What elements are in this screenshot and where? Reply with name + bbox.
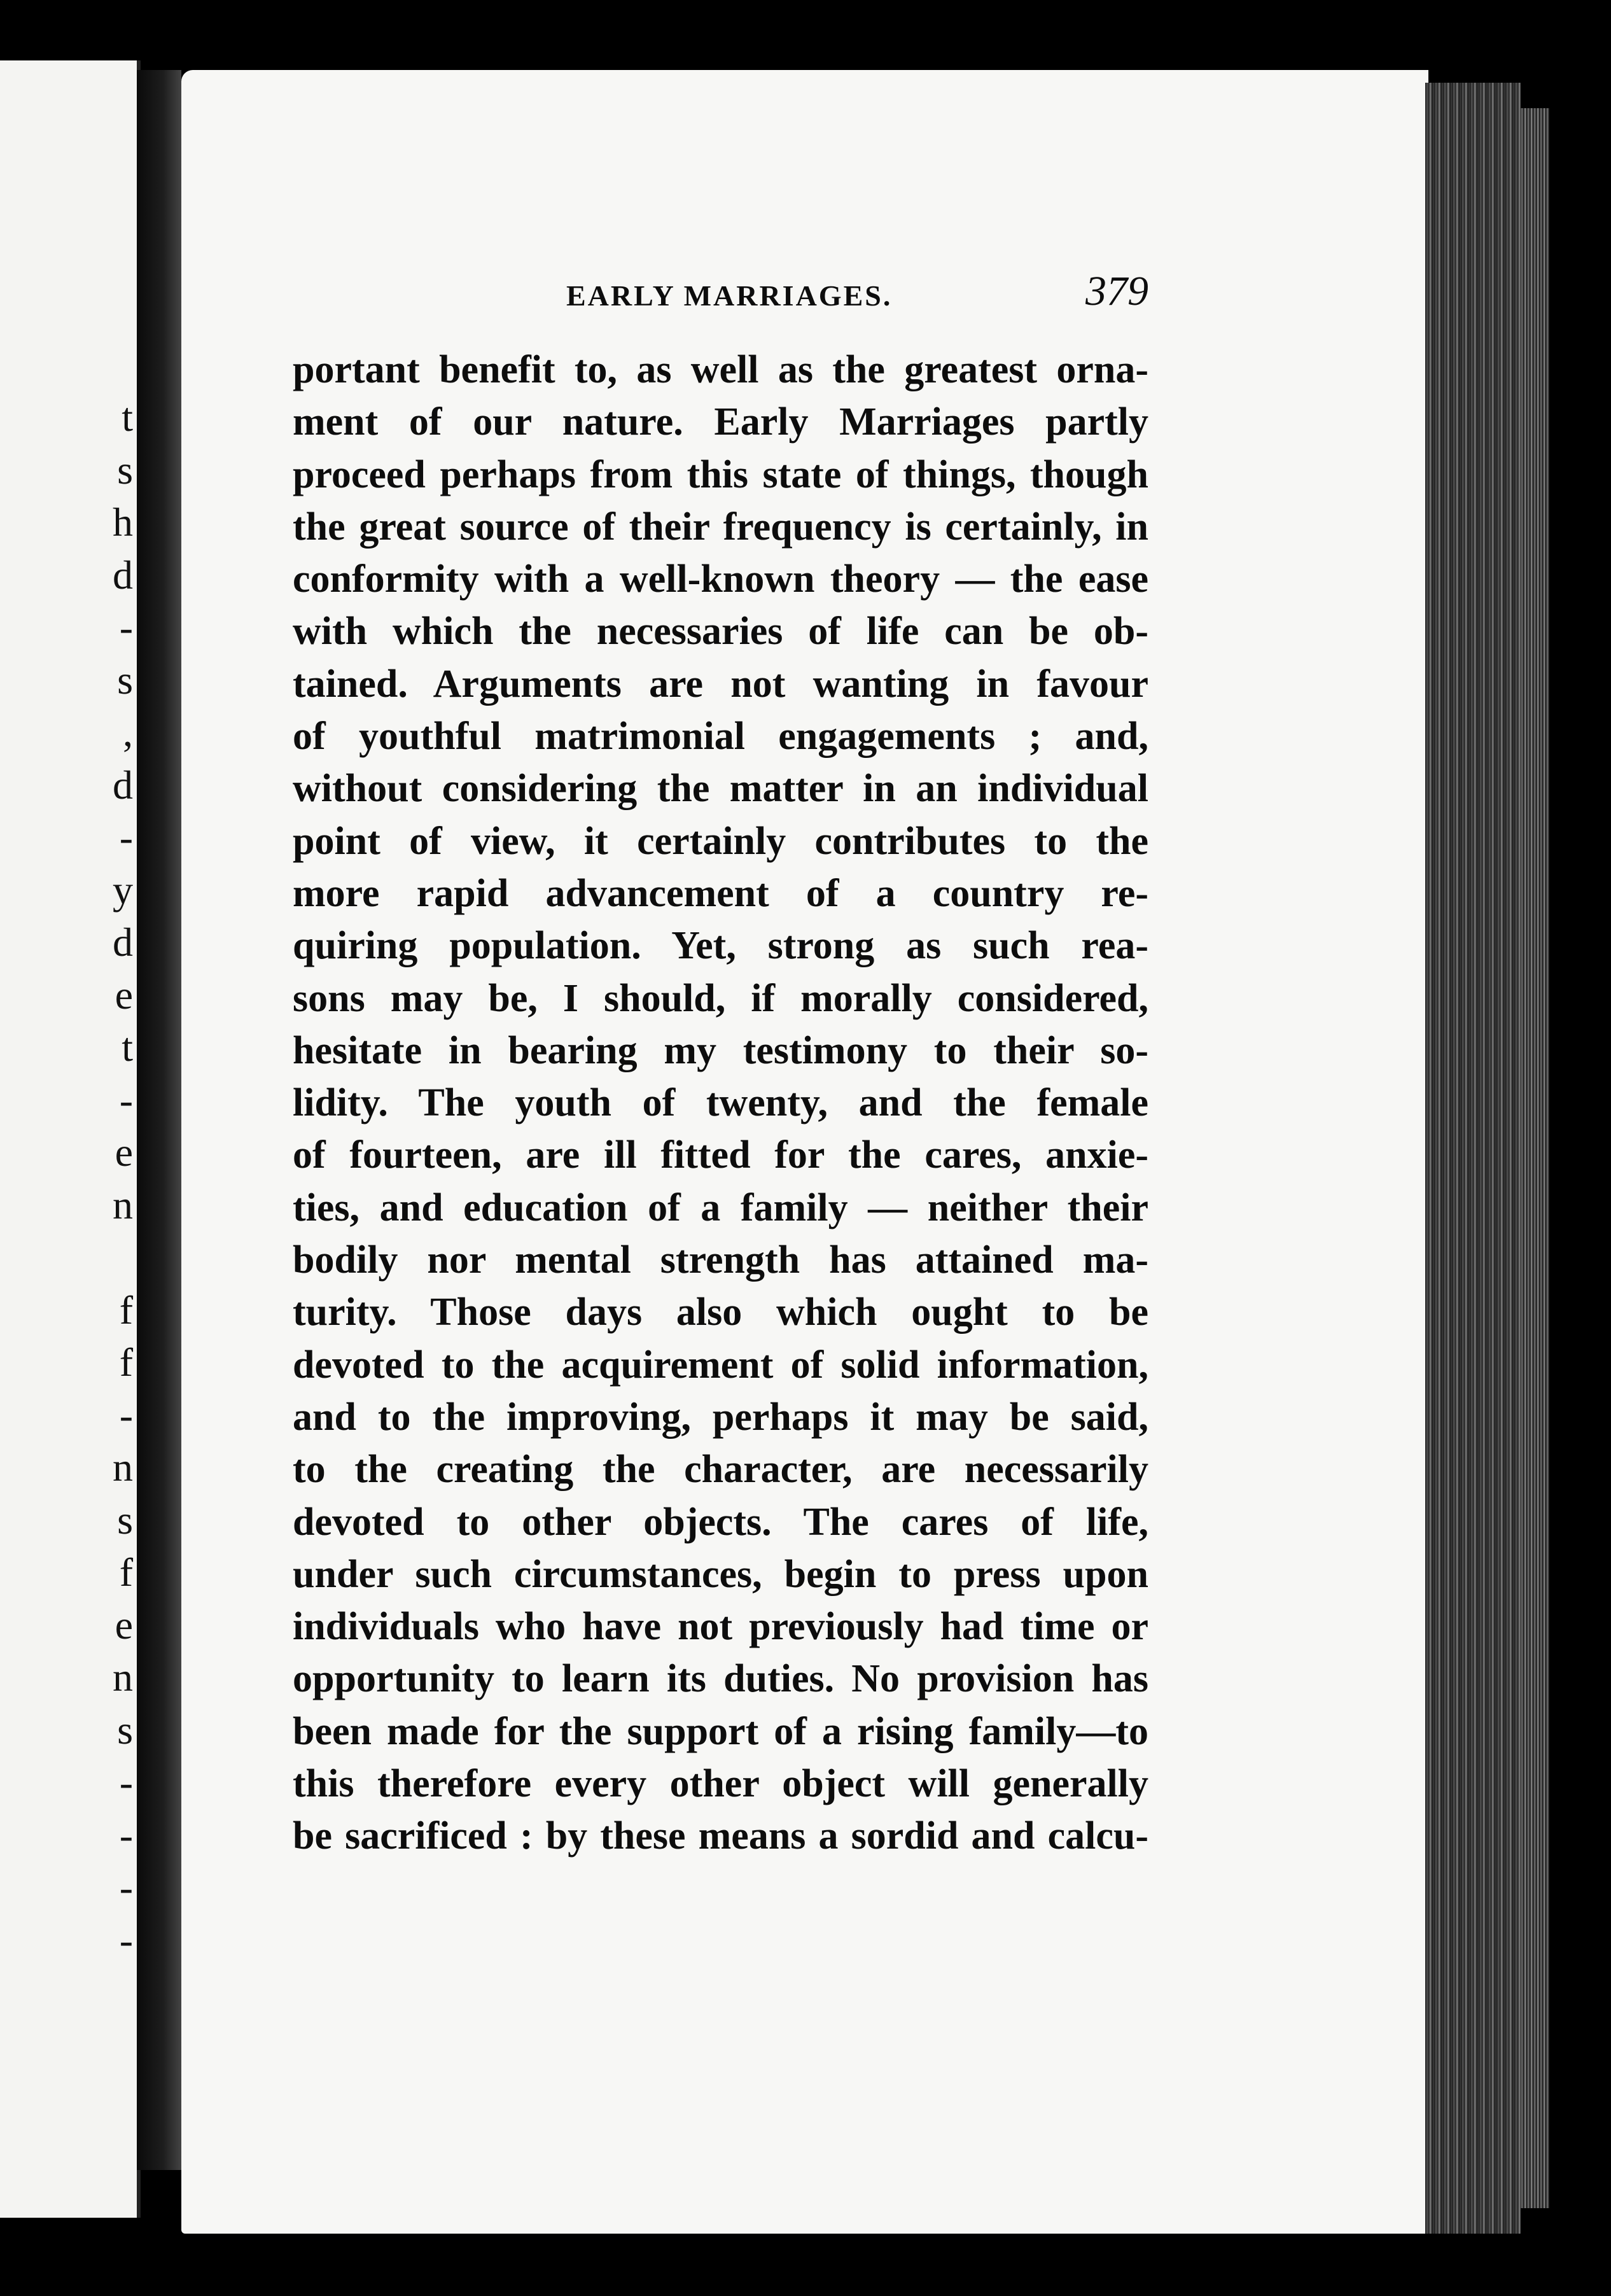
previous-page-fragment: d xyxy=(113,762,133,808)
text-line-content: quiring population. Yet, strong as such rea- xyxy=(293,924,1148,968)
previous-page-edge xyxy=(0,60,141,2218)
previous-page-fragment: e xyxy=(115,972,133,1018)
text-line-content: bodily nor mental strength has attained ma- xyxy=(293,1238,1148,1282)
previous-page-fragment: t xyxy=(122,1025,133,1070)
text-line xyxy=(293,1705,1148,1758)
text-line xyxy=(293,1496,1148,1548)
text-line xyxy=(293,553,1148,605)
text-line-content: individuals who have not previously had time or xyxy=(293,1605,1148,1649)
text-line xyxy=(293,1129,1148,1181)
previous-page-line-endings xyxy=(95,391,133,1966)
text-line-content: hesitate in bearing my testimony to their so- xyxy=(293,1028,1148,1072)
previous-page-fragment: e xyxy=(115,1130,133,1175)
previous-page-fragment: s xyxy=(117,1707,133,1753)
previous-page-fragment: d xyxy=(113,552,133,598)
text-line-content: without considering the matter in an individual xyxy=(293,767,1148,811)
previous-page-fragment: y xyxy=(113,867,133,913)
text-line xyxy=(293,1025,1148,1077)
page-text-block xyxy=(293,268,1148,1863)
previous-page-fragment: n xyxy=(113,1182,133,1228)
text-line xyxy=(293,1653,1148,1705)
previous-page-fragment: t xyxy=(122,395,133,440)
page-number: 379 xyxy=(1085,268,1148,314)
text-line-content: of fourteen, are ill fitted for the cares, anxie- xyxy=(293,1133,1148,1177)
text-line-content: point of view, it certainly contributes to the xyxy=(293,819,1148,863)
text-line xyxy=(293,867,1148,920)
text-line-content: more rapid advancement of a country re- xyxy=(293,871,1148,915)
text-line xyxy=(293,1600,1148,1653)
text-line-content: and to the improving, perhaps it may be said, xyxy=(293,1395,1148,1439)
text-line xyxy=(293,815,1148,867)
previous-page-fragment: - xyxy=(119,1812,133,1858)
text-line-content: ment of our nature. Early Marriages partly xyxy=(293,400,1148,444)
text-line xyxy=(293,501,1148,553)
text-line xyxy=(293,972,1148,1025)
text-line-content: be sacrificed : by these means a sordid and calcu- xyxy=(293,1814,1148,1858)
previous-page-fragment: , xyxy=(123,710,133,755)
previous-page-fragment: - xyxy=(119,815,133,860)
text-line xyxy=(293,920,1148,972)
text-line-content: devoted to other objects. The cares of life, xyxy=(293,1500,1148,1544)
text-line xyxy=(293,1443,1148,1495)
text-line-content: sons may be, I should, if morally considered, xyxy=(293,976,1148,1020)
text-line xyxy=(293,658,1148,710)
previous-page-fragment: - xyxy=(119,1392,133,1438)
text-line-content: under such circumstances, begin to press upon xyxy=(293,1552,1148,1596)
previous-page-fragment: - xyxy=(119,1917,133,1963)
text-line-content: this therefore every other object will generally xyxy=(293,1762,1148,1806)
text-line xyxy=(293,762,1148,815)
text-line-content: with which the necessaries of life can be ob- xyxy=(293,610,1148,654)
running-head-title: EARLY MARRIAGES. xyxy=(566,279,893,312)
previous-page-fragment: - xyxy=(119,1760,133,1805)
previous-page-fragment: - xyxy=(119,605,133,650)
running-head xyxy=(293,268,1148,344)
previous-page-fragment: s xyxy=(117,657,133,703)
text-line xyxy=(293,710,1148,762)
text-line xyxy=(293,396,1148,448)
text-line-content: been made for the support of a rising family—to xyxy=(293,1709,1148,1753)
page-edge-stack xyxy=(1425,83,1521,2234)
previous-page-fragment: n xyxy=(113,1655,133,1700)
text-line xyxy=(293,1758,1148,1810)
previous-page-fragment: - xyxy=(119,1865,133,1910)
text-line xyxy=(293,1182,1148,1234)
text-line xyxy=(293,1234,1148,1286)
text-line-content: opportunity to learn its duties. No provision has xyxy=(293,1657,1148,1701)
previous-page-fragment: h xyxy=(113,500,133,545)
previous-page-fragment: d xyxy=(113,920,133,965)
page-edge-stack-outer xyxy=(1521,108,1549,2208)
text-line xyxy=(293,344,1148,396)
previous-page-fragment: s xyxy=(117,447,133,493)
text-line xyxy=(293,605,1148,657)
body-text xyxy=(293,344,1148,1863)
text-line xyxy=(293,1286,1148,1338)
text-line-content: the great source of their frequency is certainly, in xyxy=(293,505,1148,549)
text-line-content: ties, and education of a family — neither their xyxy=(293,1186,1148,1229)
text-line xyxy=(293,449,1148,501)
text-line xyxy=(293,1339,1148,1391)
text-line-content: tained. Arguments are not wanting in favour xyxy=(293,662,1148,706)
previous-page-fragment: n xyxy=(113,1445,133,1490)
previous-page-fragment: f xyxy=(119,1287,133,1333)
text-line-content: to the creating the character, are necessarily xyxy=(293,1448,1148,1492)
previous-page-fragment: s xyxy=(117,1497,133,1543)
text-line-content: devoted to the acquirement of solid information, xyxy=(293,1343,1148,1387)
text-line xyxy=(293,1077,1148,1129)
text-line xyxy=(293,1810,1148,1862)
text-line-content: portant benefit to, as well as the greatest orna- xyxy=(293,348,1148,391)
previous-page-fragment: f xyxy=(119,1340,133,1385)
text-line-content: proceed perhaps from this state of things, though xyxy=(293,452,1148,496)
text-line-content: turity. Those days also which ought to be xyxy=(293,1291,1148,1334)
previous-page-fragment xyxy=(95,1231,133,1284)
previous-page-fragment: f xyxy=(119,1550,133,1595)
book-gutter xyxy=(137,70,181,2170)
previous-page-fragment: - xyxy=(119,1077,133,1123)
text-line xyxy=(293,1548,1148,1600)
text-line-content: of youthful matrimonial engagements ; and, xyxy=(293,715,1148,759)
text-line-content: lidity. The youth of twenty, and the female xyxy=(293,1081,1148,1125)
previous-page-fragment: e xyxy=(115,1602,133,1648)
text-line-content: conformity with a well-known theory — the ease xyxy=(293,557,1148,601)
text-line xyxy=(293,1391,1148,1443)
